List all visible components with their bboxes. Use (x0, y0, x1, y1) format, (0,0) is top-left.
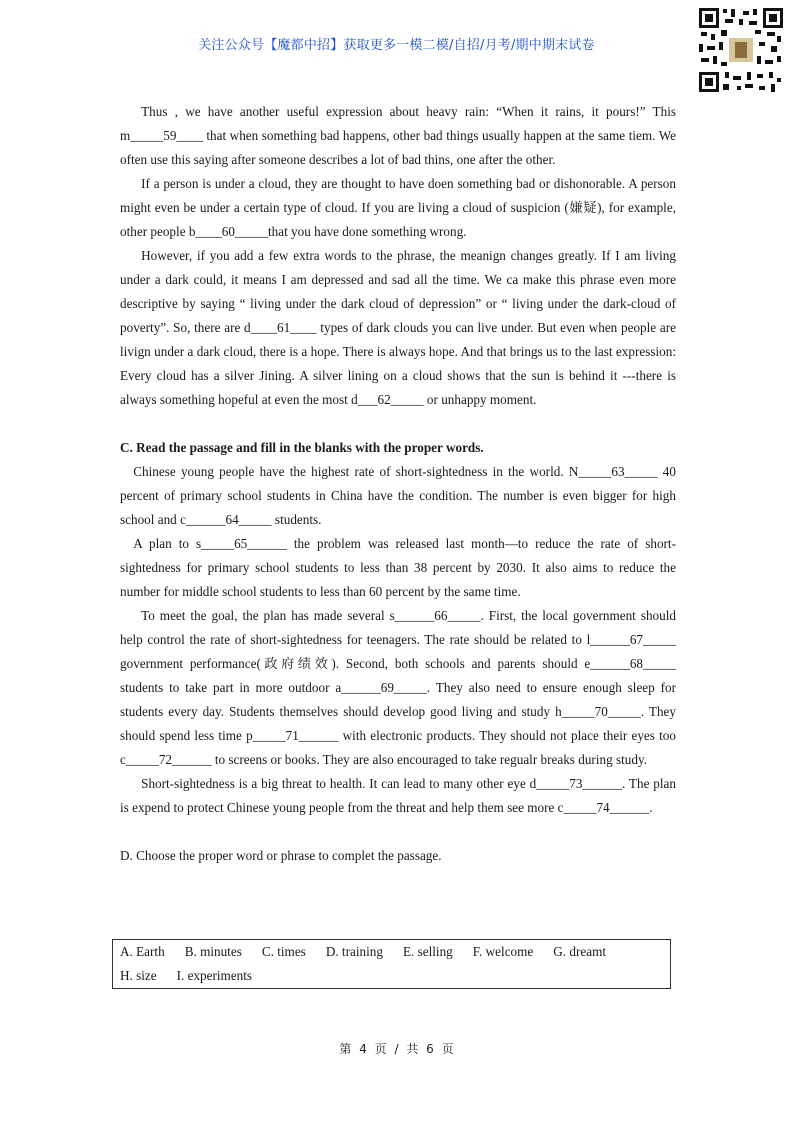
paragraph: If a person is under a cloud, they are thought to have doen something bad or dishonorable. A person might even be under a certain type of cloud. If you are living a cloud of suspicion (嫌疑), for example, other people b____60_____that you have done something wrong. (120, 176, 676, 239)
option-i: I. experiments (176, 968, 253, 983)
option-d: D. training (325, 944, 383, 959)
paragraph: Chinese young people have the highest rate of short-sightedness in the world. N_____63_____ 40 percent of primary school students in China have the condition. The number is even bigger for high school and c______64_____ students. (120, 464, 676, 527)
paragraph: A plan to s_____65______ the problem was released last month—to reduce the rate of short-sightedness for primary school students to less than 38 percent by 2030. It also aims to reduce the number for middle school students to less than 60 percent by the same time. (120, 536, 676, 599)
paragraph: To meet the goal, the plan has made several s______66_____. First, the local government should help control the rate of short-sightedness for teenagers. The rate should be related to l______67_____ government performance(政府绩效). Second, both schools and parents should e______68_____ students to take part in more outdoor a______69_____. They also need to ensure enough sleep for students every day. Students themselves should develop good living and study h_____70_____. They should spend less time p_____71______ with electronic products. They should not place their eyes too c_____72______ to screens or books. They are also encouraged to take regualr breaks during study. (120, 608, 676, 767)
page-number: 第 4 页 / 共 6 页 (339, 1042, 454, 1056)
option-e: E. selling (402, 944, 453, 959)
page-content (120, 100, 676, 868)
option-b: B. minutes (184, 944, 242, 959)
option-h: H. size (120, 968, 157, 983)
paragraph: However, if you add a few extra words to the phrase, the meanign changes greatly. If I am living under a dark could, it means I am depressed and sad all the time. We ca make this phrase even more descriptive by saying “ living under the dark cloud of depression” or “ living under the dark-cloud of poverty”. So, there are d____61____ types of dark clouds you can live under. But even when people are livign under a dark cloud, there is a hope. There is always hope. And that brings us to the last expression: Every cloud has a silver Jining. A silver lining on a cloud shows that the sun is behind it ---there is always something hopeful at even the most d___62_____ or unhappy moment. (120, 248, 676, 407)
paragraph: Short-sightedness is a big threat to health. It can lead to many other eye d_____73______. The plan is expend to protect Chinese young people from the threat and help them see more c_____74______. (120, 776, 676, 815)
word-options-box (112, 939, 671, 989)
section-c-heading: C. Read the passage and fill in the blanks with the proper words. (120, 440, 484, 455)
option-g: G. dreamt (553, 944, 606, 959)
qr-code-icon (697, 6, 785, 94)
header-banner: 关注公众号【魔都中招】获取更多一模二模/自招/月考/期中期末试卷 (198, 38, 595, 53)
option-a: A. Earth (120, 944, 165, 959)
option-c: C. times (261, 944, 306, 959)
paragraph: Thus , we have another useful expression about heavy rain: “When it rains, it pours!” This m_____59____ that when something bad happens, other bad things usually happen at the same tiem. We often use this saying after someone describes a lot of bad thins, one after the other. (120, 104, 676, 167)
option-f: F. welcome (472, 944, 534, 959)
section-d-heading: D. Choose the proper word or phrase to complet the passage. (120, 848, 442, 863)
